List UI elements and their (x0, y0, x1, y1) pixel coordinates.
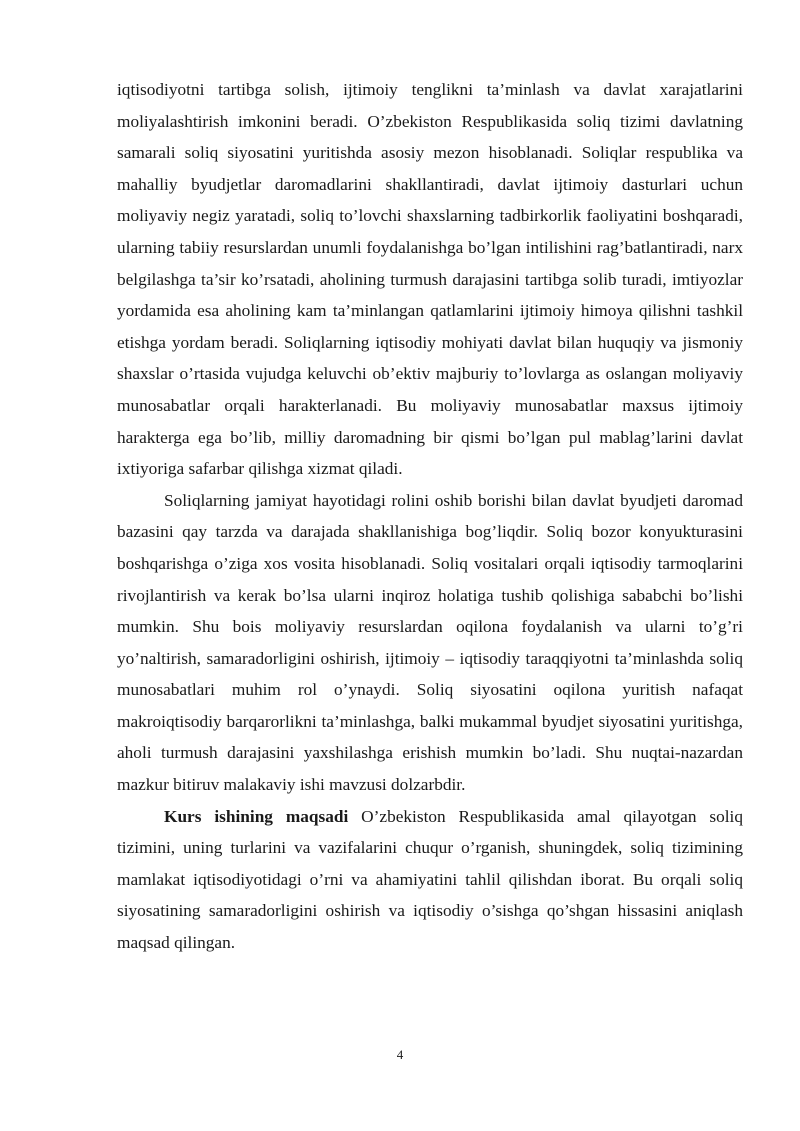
paragraph-continuation: iqtisodiyotni tartibga solish, ijtimoiy tenglikni ta’minlash va davlat xarajatlarini moliyalashtirish imkonini beradi. O’zbekiston Respublikasida soliq tizimi davlatning samarali soliq siyosatini yuritishda asosiy mezon hisoblanadi. Soliqlar respublika va mahalliy byudjetlar daromadlarini shakllantiradi, davlat ijtimoiy dasturlari uchun moliyaviy negiz yaratadi, soliq to’lovchi shaxslarning tadbirkorlik faoliyatini boshqaradi, ularning tabiiy resurslardan unumli foydalanishga bo’lgan intilishini rag’batlantiradi, narx belgilashga ta’sir ko’rsatadi, aholining turmush darajasini tartibga solib turadi, imtiyozlar yordamida esa aholining kam ta’minlangan qatlamlarini ijtimoiy himoya qilishni tashkil etishga yordam beradi. Soliqlarning iqtisodiy mohiyati davlat bilan huquqiy va jismoniy shaxslar o’rtasida vujudga keluvchi ob’ektiv majburiy to’lovlarga as oslangan moliyaviy munosabatlar orqali harakterlanadi. Bu moliyaviy munosabatlar maxsus ijtimoiy harakterga ega bo’lib, milliy daromadning bir qismi bo’lgan pul mablag’larini davlat ixtiyoriga safarbar qilishga xizmat qiladi. (117, 80, 743, 479)
paragraph-relevance: Soliqlarning jamiyat hayotidagi rolini oshib borishi bilan davlat byudjeti daromad bazasini qay tarzda va darajada shakllanishiga bog’liqdir. Soliq bozor konyukturasini boshqarishga o’ziga xos vosita hisoblanadi. Soliq vositalari orqali iqtisodiy tarmoqlarini rivojlantirish va kerak bo’lsa ularni inqiroz holatiga tushib qolishiga sababchi bo’lishi mumkin. Shu bois moliyaviy resurslardan oqilona foydalanish va ularni to’g’ri yo’naltirish, samaradorligini oshirish, ijtimoiy – iqtisodiy taraqqiyotni ta’minlashda soliq munosabatlari muhim rol o’ynaydi. Soliq siyosatini oqilona yuritish nafaqat makroiqtisodiy barqarorlikni ta’minlashga, balki mukammal byudjet siyosatini yuritishga, aholi turmush darajasini yaxshilashga erishish mumkin bo’ladi. Shu nuqtai-nazardan mazkur bitiruv malakaviy ishi mavzusi dolzarbdir. (117, 490, 743, 795)
paragraph-goal (117, 801, 743, 959)
goal-text: O’zbekiston Respublikasida amal qilayotgan soliq tizimini, uning turlarini va vazifalarini chuqur o’rganish, shuningdek, soliq tizimining mamlakat iqtisodiyotidagi o’rni va ahamiyatini tahlil qilishdan iborat. Bu orqali soliq siyosatining samaradorligini oshirish va iqtisodiy o’sishga qo’shgan hissasini aniqlash maqsad qilingan. (117, 806, 743, 953)
goal-heading-lead: Kurs ishining maqsadi (164, 806, 349, 826)
body-text (117, 74, 743, 959)
page-number: 4 (396, 1047, 404, 1062)
